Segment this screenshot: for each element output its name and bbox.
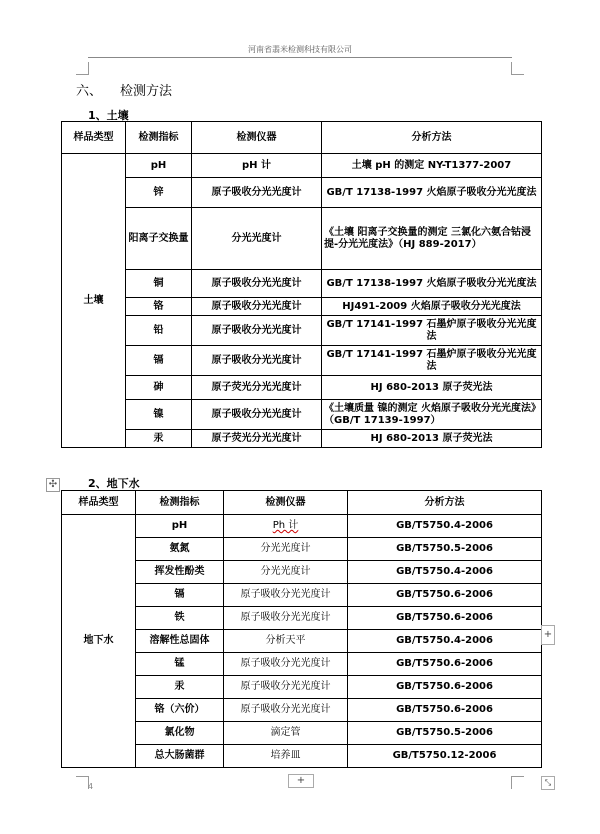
header-rule xyxy=(88,57,512,58)
table-row xyxy=(62,154,542,178)
method-cell: GB/T5750.6-2006 xyxy=(348,653,542,676)
soil-methods-table xyxy=(61,121,542,448)
method-cell: HJ 680-2013 原子荧光法 xyxy=(322,376,542,400)
method-cell: GB/T 17141-1997 石墨炉原子吸收分光光度法 xyxy=(322,346,542,376)
table-row xyxy=(62,316,542,346)
index-cell: 铜 xyxy=(126,270,192,298)
method-cell: GB/T 17141-1997 石墨炉原子吸收分光光度法 xyxy=(322,316,542,346)
index-cell: 总大肠菌群 xyxy=(136,745,224,768)
table-row xyxy=(62,400,542,430)
margin-mark xyxy=(511,776,524,789)
header-instrument: 检测仪器 xyxy=(192,122,322,154)
method-cell: GB/T5750.5-2006 xyxy=(348,722,542,745)
instrument-cell: 培养皿 xyxy=(224,745,348,768)
instrument-cell: 分析天平 xyxy=(224,630,348,653)
header-method: 分析方法 xyxy=(322,122,542,154)
header-sample-type: 样品类型 xyxy=(62,491,136,515)
add-row-button[interactable]: + xyxy=(288,774,314,788)
instrument-cell: 原子吸收分光光度计 xyxy=(224,653,348,676)
method-cell: GB/T5750.4-2006 xyxy=(348,630,542,653)
instrument-cell: 原子吸收分光光度计 xyxy=(224,699,348,722)
instrument-cell: 原子吸收分光光度计 xyxy=(192,400,322,430)
header-method: 分析方法 xyxy=(348,491,542,515)
groundwater-methods-table xyxy=(61,490,542,768)
method-cell: GB/T5750.4-2006 xyxy=(348,561,542,584)
instrument-cell: 原子吸收分光光度计 xyxy=(192,270,322,298)
index-cell: 镉 xyxy=(136,584,224,607)
index-cell: 铬（六价） xyxy=(136,699,224,722)
soil-subtitle: 1、土壤 xyxy=(88,109,129,122)
instrument-cell: pH 计 xyxy=(192,154,322,178)
table-row xyxy=(62,376,542,400)
index-cell: 锌 xyxy=(126,178,192,208)
instrument-cell: 原子吸收分光光度计 xyxy=(192,298,322,316)
method-cell: GB/T5750.12-2006 xyxy=(348,745,542,768)
method-cell: GB/T5750.6-2006 xyxy=(348,584,542,607)
index-cell: pH xyxy=(136,515,224,538)
instrument-cell: 原子吸收分光光度计 xyxy=(192,316,322,346)
method-cell: GB/T 17138-1997 火焰原子吸收分光光度法 xyxy=(322,178,542,208)
instrument-cell: 原子吸收分光光度计 xyxy=(224,607,348,630)
table-resize-handle[interactable]: ⤡ xyxy=(541,776,555,790)
index-cell: 砷 xyxy=(126,376,192,400)
index-cell: 挥发性酚类 xyxy=(136,561,224,584)
index-cell: 铬 xyxy=(126,298,192,316)
table-row xyxy=(62,346,542,376)
index-cell: 氯化物 xyxy=(136,722,224,745)
instrument-cell: 滴定管 xyxy=(224,722,348,745)
method-cell: 《土壤 阳离子交换量的测定 三氯化六氨合钴浸提-分光光度法》（HJ 889-2017） xyxy=(322,208,542,270)
instrument-text: Ph 计 xyxy=(272,520,299,531)
method-cell: HJ 680-2013 原子荧光法 xyxy=(322,430,542,448)
index-cell: 阳离子交换量 xyxy=(126,208,192,270)
table-row xyxy=(62,178,542,208)
method-cell: GB/T5750.4-2006 xyxy=(348,515,542,538)
section-number: 六、 xyxy=(76,84,103,99)
method-cell: 土壤 pH 的测定 NY-T1377-2007 xyxy=(322,154,542,178)
page-header: 河南省翡米检测科技有限公司 xyxy=(248,45,352,54)
index-cell: 汞 xyxy=(126,430,192,448)
instrument-cell: 原子吸收分光光度计 xyxy=(192,346,322,376)
instrument-cell xyxy=(224,515,348,538)
instrument-cell: 原子荧光分光光度计 xyxy=(192,376,322,400)
section-title: 检测方法 xyxy=(120,84,173,99)
method-cell: GB/T5750.6-2006 xyxy=(348,607,542,630)
instrument-cell: 原子吸收分光光度计 xyxy=(192,178,322,208)
margin-mark xyxy=(76,62,89,75)
instrument-cell: 原子荧光分光光度计 xyxy=(192,430,322,448)
header-index: 检测指标 xyxy=(126,122,192,154)
section-heading xyxy=(76,80,172,99)
header-sample-type: 样品类型 xyxy=(62,122,126,154)
method-cell: GB/T5750.5-2006 xyxy=(348,538,542,561)
index-cell: 镉 xyxy=(126,346,192,376)
instrument-cell: 分光光度计 xyxy=(224,561,348,584)
instrument-cell: 分光光度计 xyxy=(192,208,322,270)
header-instrument: 检测仪器 xyxy=(224,491,348,515)
table-row xyxy=(62,298,542,316)
header-index: 检测指标 xyxy=(136,491,224,515)
table-row xyxy=(62,430,542,448)
method-cell: GB/T5750.6-2006 xyxy=(348,699,542,722)
add-column-button[interactable]: + xyxy=(541,625,555,645)
index-cell: 溶解性总固体 xyxy=(136,630,224,653)
table-row xyxy=(62,208,542,270)
method-cell: HJ491-2009 火焰原子吸收分光光度法 xyxy=(322,298,542,316)
index-cell: 锰 xyxy=(136,653,224,676)
index-cell: 铁 xyxy=(136,607,224,630)
method-cell: GB/T 17138-1997 火焰原子吸收分光光度法 xyxy=(322,270,542,298)
margin-mark xyxy=(511,62,524,75)
index-cell: 氨氮 xyxy=(136,538,224,561)
index-cell: 汞 xyxy=(136,676,224,699)
table-row xyxy=(62,515,542,538)
table-move-handle[interactable]: ✣ xyxy=(46,478,60,492)
groundwater-subtitle: 2、地下水 xyxy=(88,477,140,490)
method-cell: 《土壤质量 镍的测定 火焰原子吸收分光光度法》（GB/T 17139-1997） xyxy=(322,400,542,430)
instrument-cell: 原子吸收分光光度计 xyxy=(224,676,348,699)
method-cell: GB/T5750.6-2006 xyxy=(348,676,542,699)
index-cell: 铅 xyxy=(126,316,192,346)
sample-type-cell: 地下水 xyxy=(62,515,136,768)
index-cell: 镍 xyxy=(126,400,192,430)
sample-type-cell: 土壤 xyxy=(62,154,126,448)
page-number: 4 xyxy=(88,782,94,791)
table-row xyxy=(62,270,542,298)
index-cell: pH xyxy=(126,154,192,178)
instrument-cell: 原子吸收分光光度计 xyxy=(224,584,348,607)
instrument-cell: 分光光度计 xyxy=(224,538,348,561)
